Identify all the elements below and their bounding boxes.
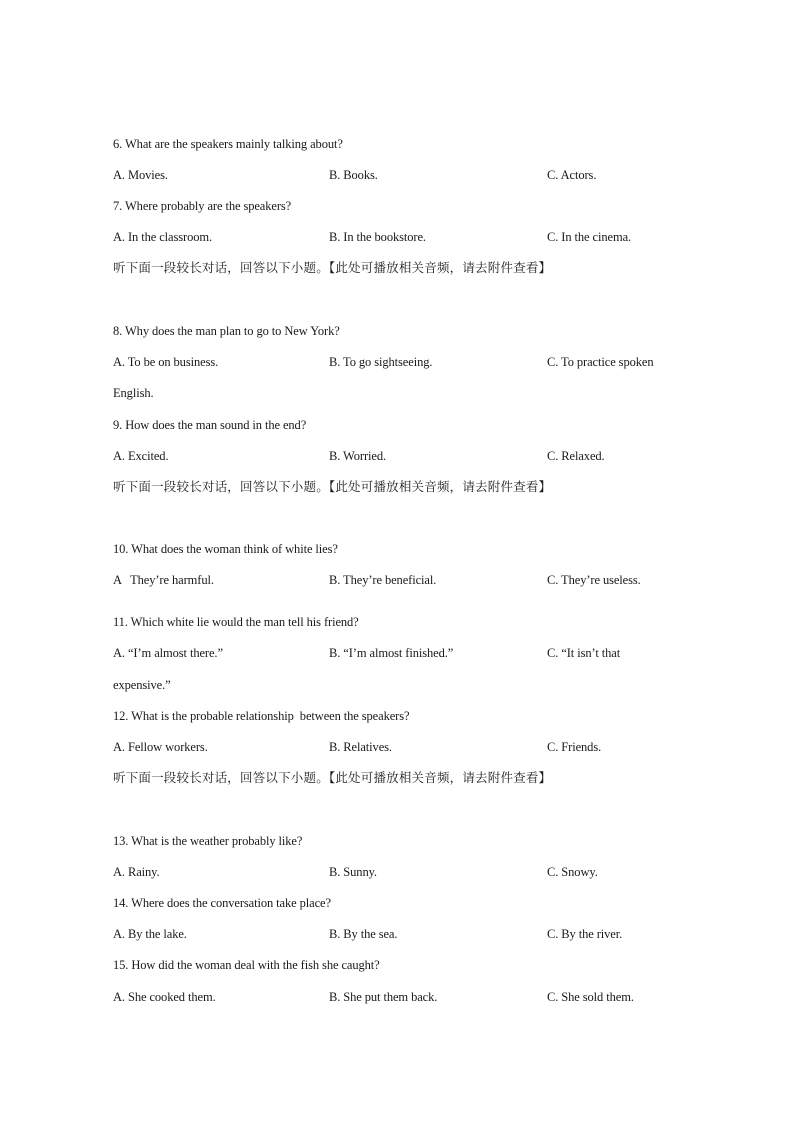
q8-option-b: B. To go sightseeing. [329, 355, 433, 369]
q6-option-c: C. Actors. [547, 168, 597, 182]
q9-option-a: A. Excited. [113, 449, 169, 463]
question-11: 11. Which white lie would the man tell his friend? [113, 615, 359, 629]
q12-option-a: A. Fellow workers. [113, 740, 208, 754]
q10-option-c: C. They’re useless. [547, 573, 641, 587]
question-8: 8. Why does the man plan to go to New York? [113, 324, 340, 338]
question-15: 15. How did the woman deal with the fish she caught? [113, 958, 380, 972]
question-12: 12. What is the probable relationship between the speakers? [113, 709, 410, 723]
q14-option-c: C. By the river. [547, 927, 623, 941]
question-6: 6. What are the speakers mainly talking about? [113, 137, 343, 151]
q6-option-b: B. Books. [329, 168, 378, 182]
q13-option-c: C. Snowy. [547, 865, 598, 879]
q7-option-a: A. In the classroom. [113, 230, 213, 244]
question-7: 7. Where probably are the speakers? [113, 199, 292, 213]
q11-option-c-continued: expensive.” [113, 678, 171, 692]
q10-option-a: A They’re harmful. [113, 573, 214, 587]
q12-option-b: B. Relatives. [329, 740, 392, 754]
q14-option-a: A. By the lake. [113, 927, 187, 941]
q15-option-a: A. She cooked them. [113, 990, 216, 1004]
question-10: 10. What does the woman think of white lies? [113, 542, 338, 556]
q7-option-c: C. In the cinema. [547, 230, 632, 244]
q9-option-c: C. Relaxed. [547, 449, 605, 463]
q9-option-b: B. Worried. [329, 449, 387, 463]
listening-instruction-1: 听下面一段较长对话，回答以下小题。【此处可播放相关音频，请去附件查看】 [113, 260, 552, 275]
q12-option-c: C. Friends. [547, 740, 602, 754]
q7-option-b: B. In the bookstore. [329, 230, 426, 244]
question-9: 9. How does the man sound in the end? [113, 418, 307, 432]
q11-option-a: A. “I’m almost there.” [113, 646, 223, 660]
q15-option-b: B. She put them back. [329, 990, 438, 1004]
q8-option-a: A. To be on business. [113, 355, 219, 369]
q6-option-a: A. Movies. [113, 168, 168, 182]
q13-option-a: A. Rainy. [113, 865, 160, 879]
q8-option-c: C. To practice spoken [547, 355, 654, 369]
q11-option-c: C. “It isn’t that [547, 646, 621, 660]
q14-option-b: B. By the sea. [329, 927, 398, 941]
q11-option-b: B. “I’m almost finished.” [329, 646, 454, 660]
q13-option-b: B. Sunny. [329, 865, 377, 879]
question-13: 13. What is the weather probably like? [113, 834, 303, 848]
question-14: 14. Where does the conversation take place? [113, 896, 331, 910]
listening-instruction-3: 听下面一段较长对话，回答以下小题。【此处可播放相关音频，请去附件查看】 [113, 770, 552, 785]
q10-option-b: B. They’re beneficial. [329, 573, 437, 587]
q8-option-c-continued: English. [113, 386, 154, 400]
q15-option-c: C. She sold them. [547, 990, 634, 1004]
listening-instruction-2: 听下面一段较长对话，回答以下小题。【此处可播放相关音频，请去附件查看】 [113, 479, 552, 494]
